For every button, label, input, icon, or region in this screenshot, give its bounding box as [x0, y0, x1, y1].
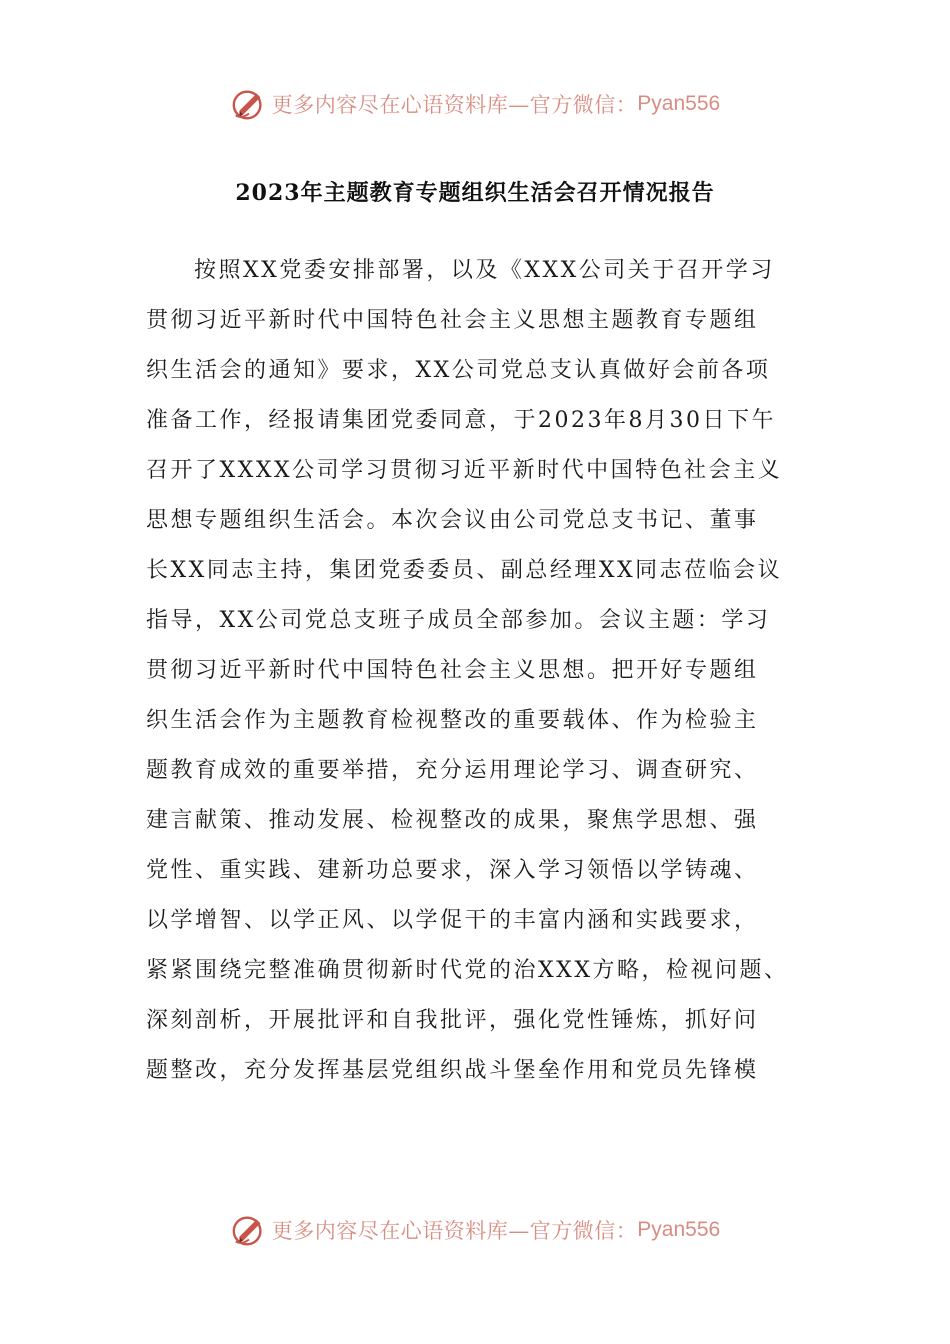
- paragraph-line: 织生活会的通知》要求，XX公司党总支认真做好会前各项: [146, 358, 771, 383]
- pen-circle-logo-icon: [230, 85, 268, 123]
- banner-text: 更多内容尽在心语资料库—官方微信：: [271, 93, 638, 117]
- paragraph-line: 党性、重实践、建新功总要求，深入学习领悟以学铸魂、: [146, 858, 759, 883]
- banner-wechat-id: Pyan556: [637, 1218, 721, 1241]
- paragraph-line: 召开了XXXX公司学习贯彻习近平新时代中国特色社会主义: [146, 458, 783, 483]
- paragraph-line: 建言献策、推动发展、检视整改的成果，聚焦学思想、强: [146, 808, 759, 833]
- paragraph-line: 指导，XX公司党总支班子成员全部参加。会议主题：学习: [146, 608, 771, 633]
- paragraph-line: 按照XX党委安排部署，以及《XXX公司关于召开学习: [194, 258, 775, 283]
- paragraph-line: 贯彻习近平新时代中国特色社会主义思想。把开好专题组: [146, 658, 759, 683]
- banner-wechat-id: Pyan556: [637, 92, 721, 115]
- paragraph-line: 贯彻习近平新时代中国特色社会主义思想主题教育专题组: [146, 308, 759, 333]
- header-watermark-banner: [0, 82, 950, 126]
- paragraph-line: 以学增智、以学正风、以学促干的丰富内涵和实践要求，: [146, 908, 759, 933]
- banner-text: 更多内容尽在心语资料库—官方微信：: [271, 1219, 638, 1243]
- pen-circle-logo-icon: [230, 1211, 268, 1249]
- paragraph-line: 题教育成效的重要举措，充分运用理论学习、调查研究、: [146, 758, 759, 783]
- paragraph-line: 题整改，充分发挥基层党组织战斗堡垒作用和党员先锋模: [146, 1058, 759, 1083]
- paragraph-line: 织生活会作为主题教育检视整改的重要载体、作为检验主: [146, 708, 759, 733]
- paragraph-line: 长XX同志主持，集团党委委员、副总经理XX同志莅临会议: [146, 558, 783, 583]
- document-title: 2023年主题教育专题组织生活会召开情况报告: [235, 180, 715, 206]
- document-body: [146, 246, 806, 1096]
- paragraph-line: 准备工作，经报请集团党委同意，于2023年8月30日下午: [146, 408, 776, 433]
- paragraph-line: 紧紧围绕完整准确贯彻新时代党的治XXX方略，检视问题、: [146, 958, 789, 983]
- paragraph-line: 深刻剖析，开展批评和自我批评，强化党性锤炼，抓好问: [146, 1008, 759, 1033]
- paragraph-line: 思想专题组织生活会。本次会议由公司党总支书记、董事: [146, 508, 759, 533]
- footer-watermark-banner: [0, 1208, 950, 1252]
